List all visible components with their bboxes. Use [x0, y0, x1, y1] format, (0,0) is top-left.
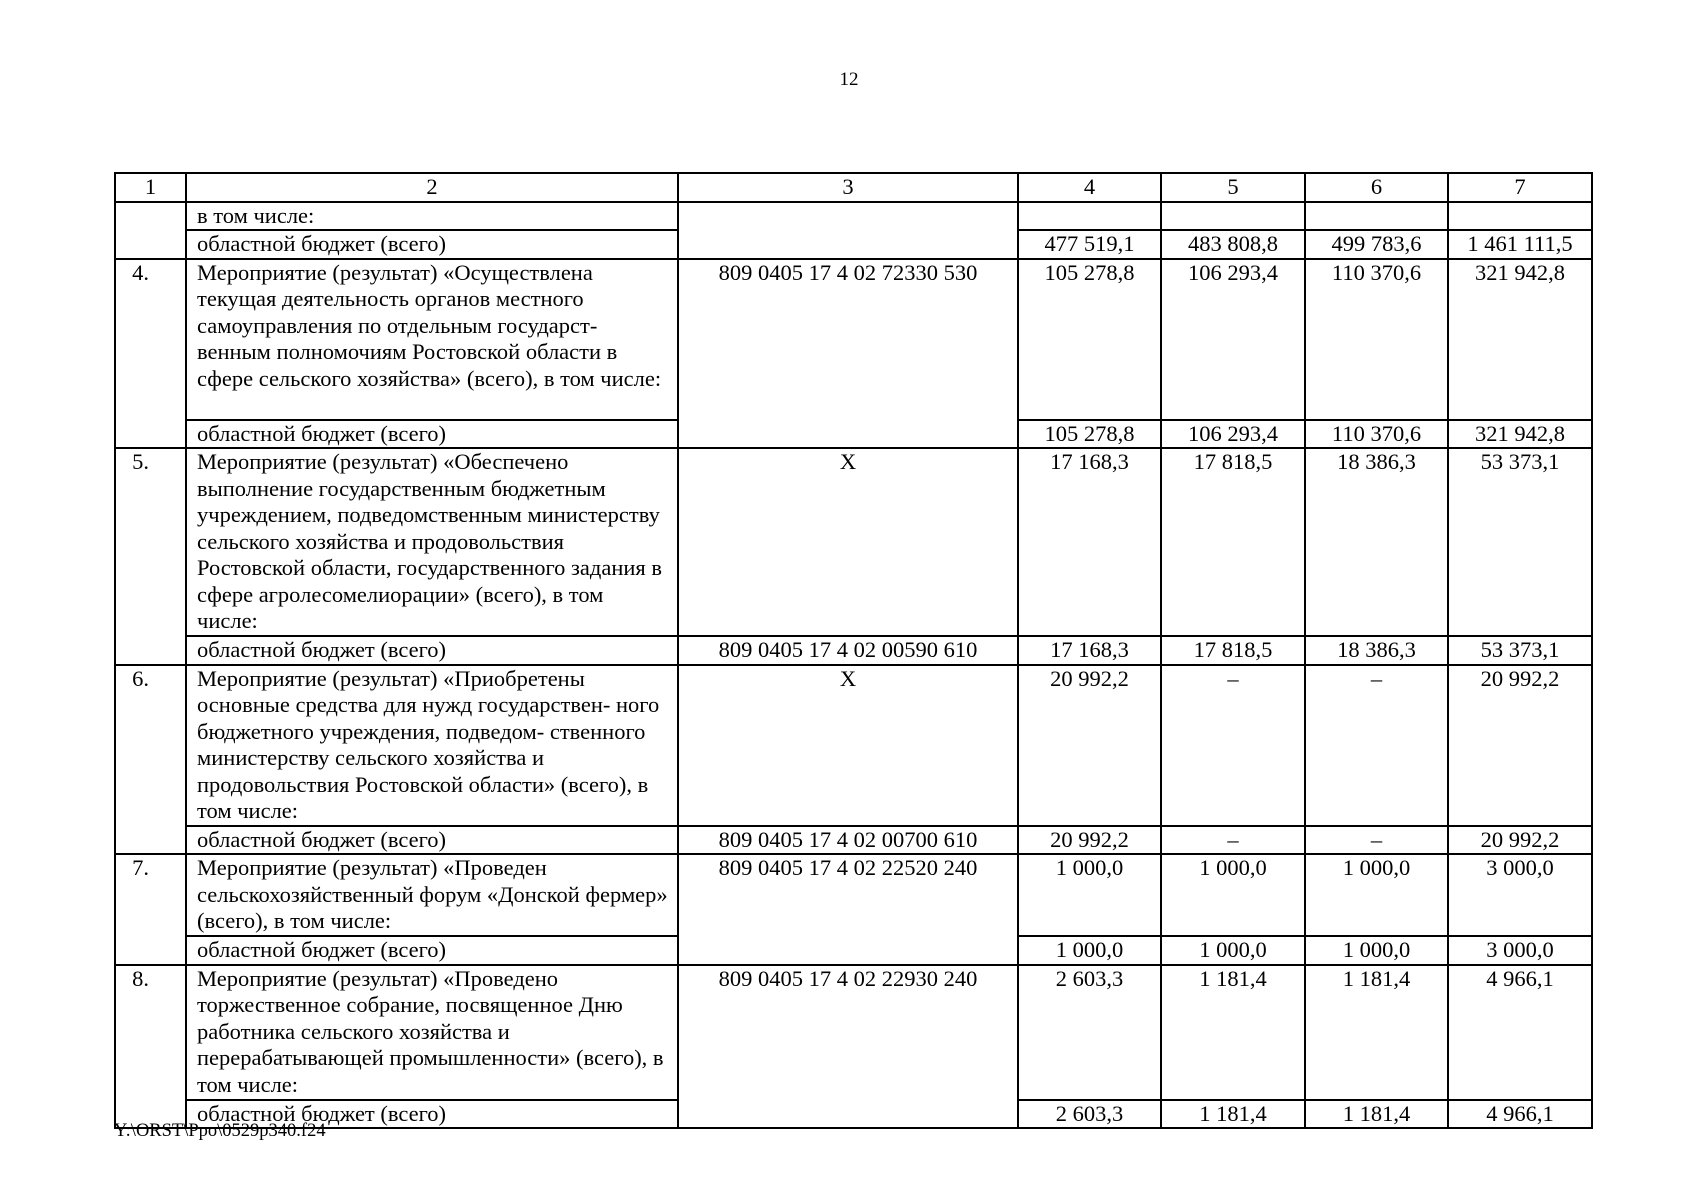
value-cell: 483 808,8: [1161, 230, 1305, 259]
value-cell: 477 519,1: [1018, 230, 1161, 259]
value-cell: 1 461 111,5: [1448, 230, 1592, 259]
table-row: [115, 202, 1592, 231]
value-cell: 2 603,3: [1018, 1100, 1161, 1129]
value-cell: 1 181,4: [1161, 965, 1305, 1100]
measure-description: Мероприятие (результат) «Проведено торжественное собрание, посвященное Дню работника сельского хозяйства и перерабатывающей промышленности» (всего), в том числе:: [186, 965, 678, 1100]
value-cell: 3 000,0: [1448, 936, 1592, 965]
budget-code: 809 0405 17 4 02 22520 240: [678, 854, 1018, 965]
value-cell: 110 370,6: [1305, 259, 1448, 420]
subrow-label: областной бюджет (всего): [186, 636, 678, 665]
value-cell: 18 386,3: [1305, 636, 1448, 665]
value-cell: 1 000,0: [1161, 854, 1305, 936]
value-cell: 1 181,4: [1161, 1100, 1305, 1129]
header-cell: 5: [1161, 173, 1305, 202]
value-cell: –: [1305, 665, 1448, 826]
budget-code: 809 0405 17 4 02 00590 610: [678, 636, 1018, 665]
budget-code: 809 0405 17 4 02 22930 240: [678, 965, 1018, 1129]
row-number: 4.: [115, 259, 186, 449]
value-cell: 499 783,6: [1305, 230, 1448, 259]
value-cell: 321 942,8: [1448, 259, 1592, 420]
header-cell: 2: [186, 173, 678, 202]
value-cell: 4 966,1: [1448, 1100, 1592, 1129]
value-cell: 1 181,4: [1305, 1100, 1448, 1129]
measure-description: в том числе:: [186, 202, 678, 231]
value-cell: 20 992,2: [1448, 665, 1592, 826]
value-cell: 17 818,5: [1161, 636, 1305, 665]
table-subrow: [115, 826, 1592, 855]
measure-description: Мероприятие (результат) «Приобретены основные средства для нужд государствен- ного бюджетного учреждения, подведом- ственного министерству сельского хозяйства и продовольствия Ростовской области» (всего), в том числе:: [186, 665, 678, 826]
value-cell: 4 966,1: [1448, 965, 1592, 1100]
value-cell: [1305, 202, 1448, 231]
budget-code: Х: [678, 665, 1018, 826]
value-cell: 106 293,4: [1161, 259, 1305, 420]
row-number: 8.: [115, 965, 186, 1129]
row-number: [115, 202, 186, 259]
row-number: 7.: [115, 854, 186, 965]
value-cell: 53 373,1: [1448, 448, 1592, 636]
budget-code: Х: [678, 448, 1018, 636]
table-row: [115, 854, 1592, 936]
value-cell: 321 942,8: [1448, 420, 1592, 449]
value-cell: 18 386,3: [1305, 448, 1448, 636]
value-cell: 110 370,6: [1305, 420, 1448, 449]
value-cell: 1 000,0: [1018, 854, 1161, 936]
row-number: 6.: [115, 665, 186, 855]
value-cell: 1 000,0: [1018, 936, 1161, 965]
table-row: [115, 965, 1592, 1100]
measure-description: Мероприятие (результат) «Обеспечено выполнение государственным бюджетным учреждением, подведомственным министерству сельского хозяйства и продовольствия Ростовской области, государственного задания в сфере агролесомелиорации» (всего), в том числе:: [186, 448, 678, 636]
page-number: 12: [839, 69, 859, 90]
value-cell: 20 992,2: [1018, 665, 1161, 826]
row-number: 5.: [115, 448, 186, 665]
subrow-label: областной бюджет (всего): [186, 936, 678, 965]
value-cell: 106 293,4: [1161, 420, 1305, 449]
header-cell: 1: [115, 173, 186, 202]
value-cell: [1448, 202, 1592, 231]
value-cell: 2 603,3: [1018, 965, 1161, 1100]
value-cell: 105 278,8: [1018, 420, 1161, 449]
value-cell: 105 278,8: [1018, 259, 1161, 420]
value-cell: 17 168,3: [1018, 448, 1161, 636]
value-cell: 1 181,4: [1305, 965, 1448, 1100]
value-cell: –: [1161, 665, 1305, 826]
header-cell: 6: [1305, 173, 1448, 202]
header-cell: 4: [1018, 173, 1161, 202]
value-cell: 20 992,2: [1448, 826, 1592, 855]
subrow-label: областной бюджет (всего): [186, 1100, 678, 1129]
value-cell: 1 000,0: [1161, 936, 1305, 965]
subrow-label: областной бюджет (всего): [186, 826, 678, 855]
file-path-footer: Y:\ORST\Ppo\0529p340.f24: [114, 1121, 326, 1141]
header-cell: 3: [678, 173, 1018, 202]
budget-code: [678, 202, 1018, 259]
table-row: [115, 665, 1592, 826]
budget-code: 809 0405 17 4 02 00700 610: [678, 826, 1018, 855]
table-subrow: [115, 636, 1592, 665]
value-cell: 53 373,1: [1448, 636, 1592, 665]
measure-description: Мероприятие (результат) «Проведен сельскохозяйственный форум «Донской фермер» (всего), в том числе:: [186, 854, 678, 936]
budget-code: 809 0405 17 4 02 72330 530: [678, 259, 1018, 449]
measure-description: Мероприятие (результат) «Осуществлена текущая деятельность органов местного самоуправления по отдельным государст- венным полномочиям Ростовской области в сфере сельского хозяйства» (всего), в том числе:: [186, 259, 678, 420]
table-row: [115, 259, 1592, 420]
value-cell: –: [1161, 826, 1305, 855]
value-cell: [1161, 202, 1305, 231]
subrow-label: областной бюджет (всего): [186, 420, 678, 449]
table-row: [115, 448, 1592, 636]
value-cell: –: [1305, 826, 1448, 855]
budget-table: [114, 172, 1593, 1129]
value-cell: 17 818,5: [1161, 448, 1305, 636]
value-cell: 3 000,0: [1448, 854, 1592, 936]
value-cell: 1 000,0: [1305, 936, 1448, 965]
value-cell: 20 992,2: [1018, 826, 1161, 855]
header-cell: 7: [1448, 173, 1592, 202]
subrow-label: областной бюджет (всего): [186, 230, 678, 259]
value-cell: [1018, 202, 1161, 231]
value-cell: 1 000,0: [1305, 854, 1448, 936]
value-cell: 17 168,3: [1018, 636, 1161, 665]
table-header-row: [115, 173, 1592, 202]
